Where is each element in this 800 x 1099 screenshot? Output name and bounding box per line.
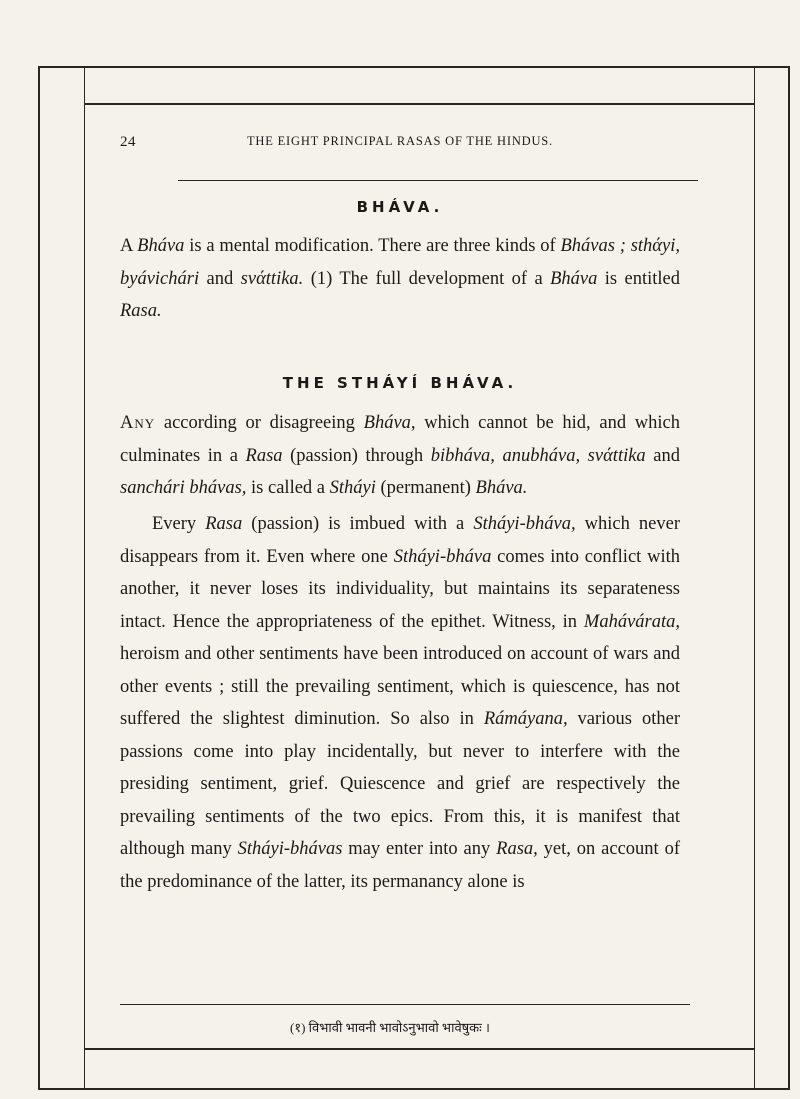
frame-left-line: [38, 66, 40, 1090]
frame-inner-top-line: [84, 103, 754, 105]
frame-right-line: [788, 66, 790, 1090]
section-heading-bhava: BHÁVA.: [356, 198, 444, 216]
frame-inner-bottom-line: [84, 1048, 754, 1050]
footnote: (१) विभावी भावनी भावोऽनुभावो भावेषुकः ।: [290, 1020, 490, 1035]
page-number: 24: [120, 134, 136, 150]
footnote-rule: [120, 1004, 690, 1005]
frame-bottom-line: [38, 1088, 790, 1090]
running-title: THE EIGHT PRINCIPAL RASAS OF THE HINDUS.: [247, 134, 553, 148]
frame-inner-right-line: [754, 66, 755, 1090]
frame-top-line: [38, 66, 790, 68]
paragraph-sthayi: Any according or disagreeing Bháva, which cannot be hid, and which culminates in a Rasa (passion) through bibháva, anubháva, svάttika and sanchári bhávas, is called a Stháyi (permanent) Bháva.: [120, 413, 681, 498]
paragraph-every-rasa: Every Rasa (passion) is imbued with a Stháyi-bháva, which never disappears from it. Even where one Stháyi-bháva comes into conflict with another, it never loses its individuality, but maintains its separateness intact. Hence the appropriateness of the epithet. Witness, in Mahávárata, heroism and other sentiments have been introduced on account of wars and other events ; still the prevailing sentiment, which is quiescence, has not suffered the slightest diminution. So also in Rámáyana, various other passions come into play incidentally, but never to interfere with the presiding sentiment, grief. Quiescence and grief are respectively the prevailing sentiments of the two epics. From this, it is manifest that although many Stháyi-bhávas may enter into any Rasa, yet, on account of the predominance of the latter, its permanancy alone is: [120, 514, 680, 892]
header-rule: [178, 180, 698, 181]
running-head: [120, 134, 680, 156]
frame-inner-left-line: [84, 66, 85, 1090]
section-heading-sthayi: THE STHÁYÍ BHÁVA.: [282, 374, 518, 392]
paragraph-bhava: A Bháva is a mental modification. There are three kinds of Bhávas ; sthάyi, byávichári and svάttika. (1) The full development of a Bháva is entitled Rasa.: [120, 236, 680, 321]
